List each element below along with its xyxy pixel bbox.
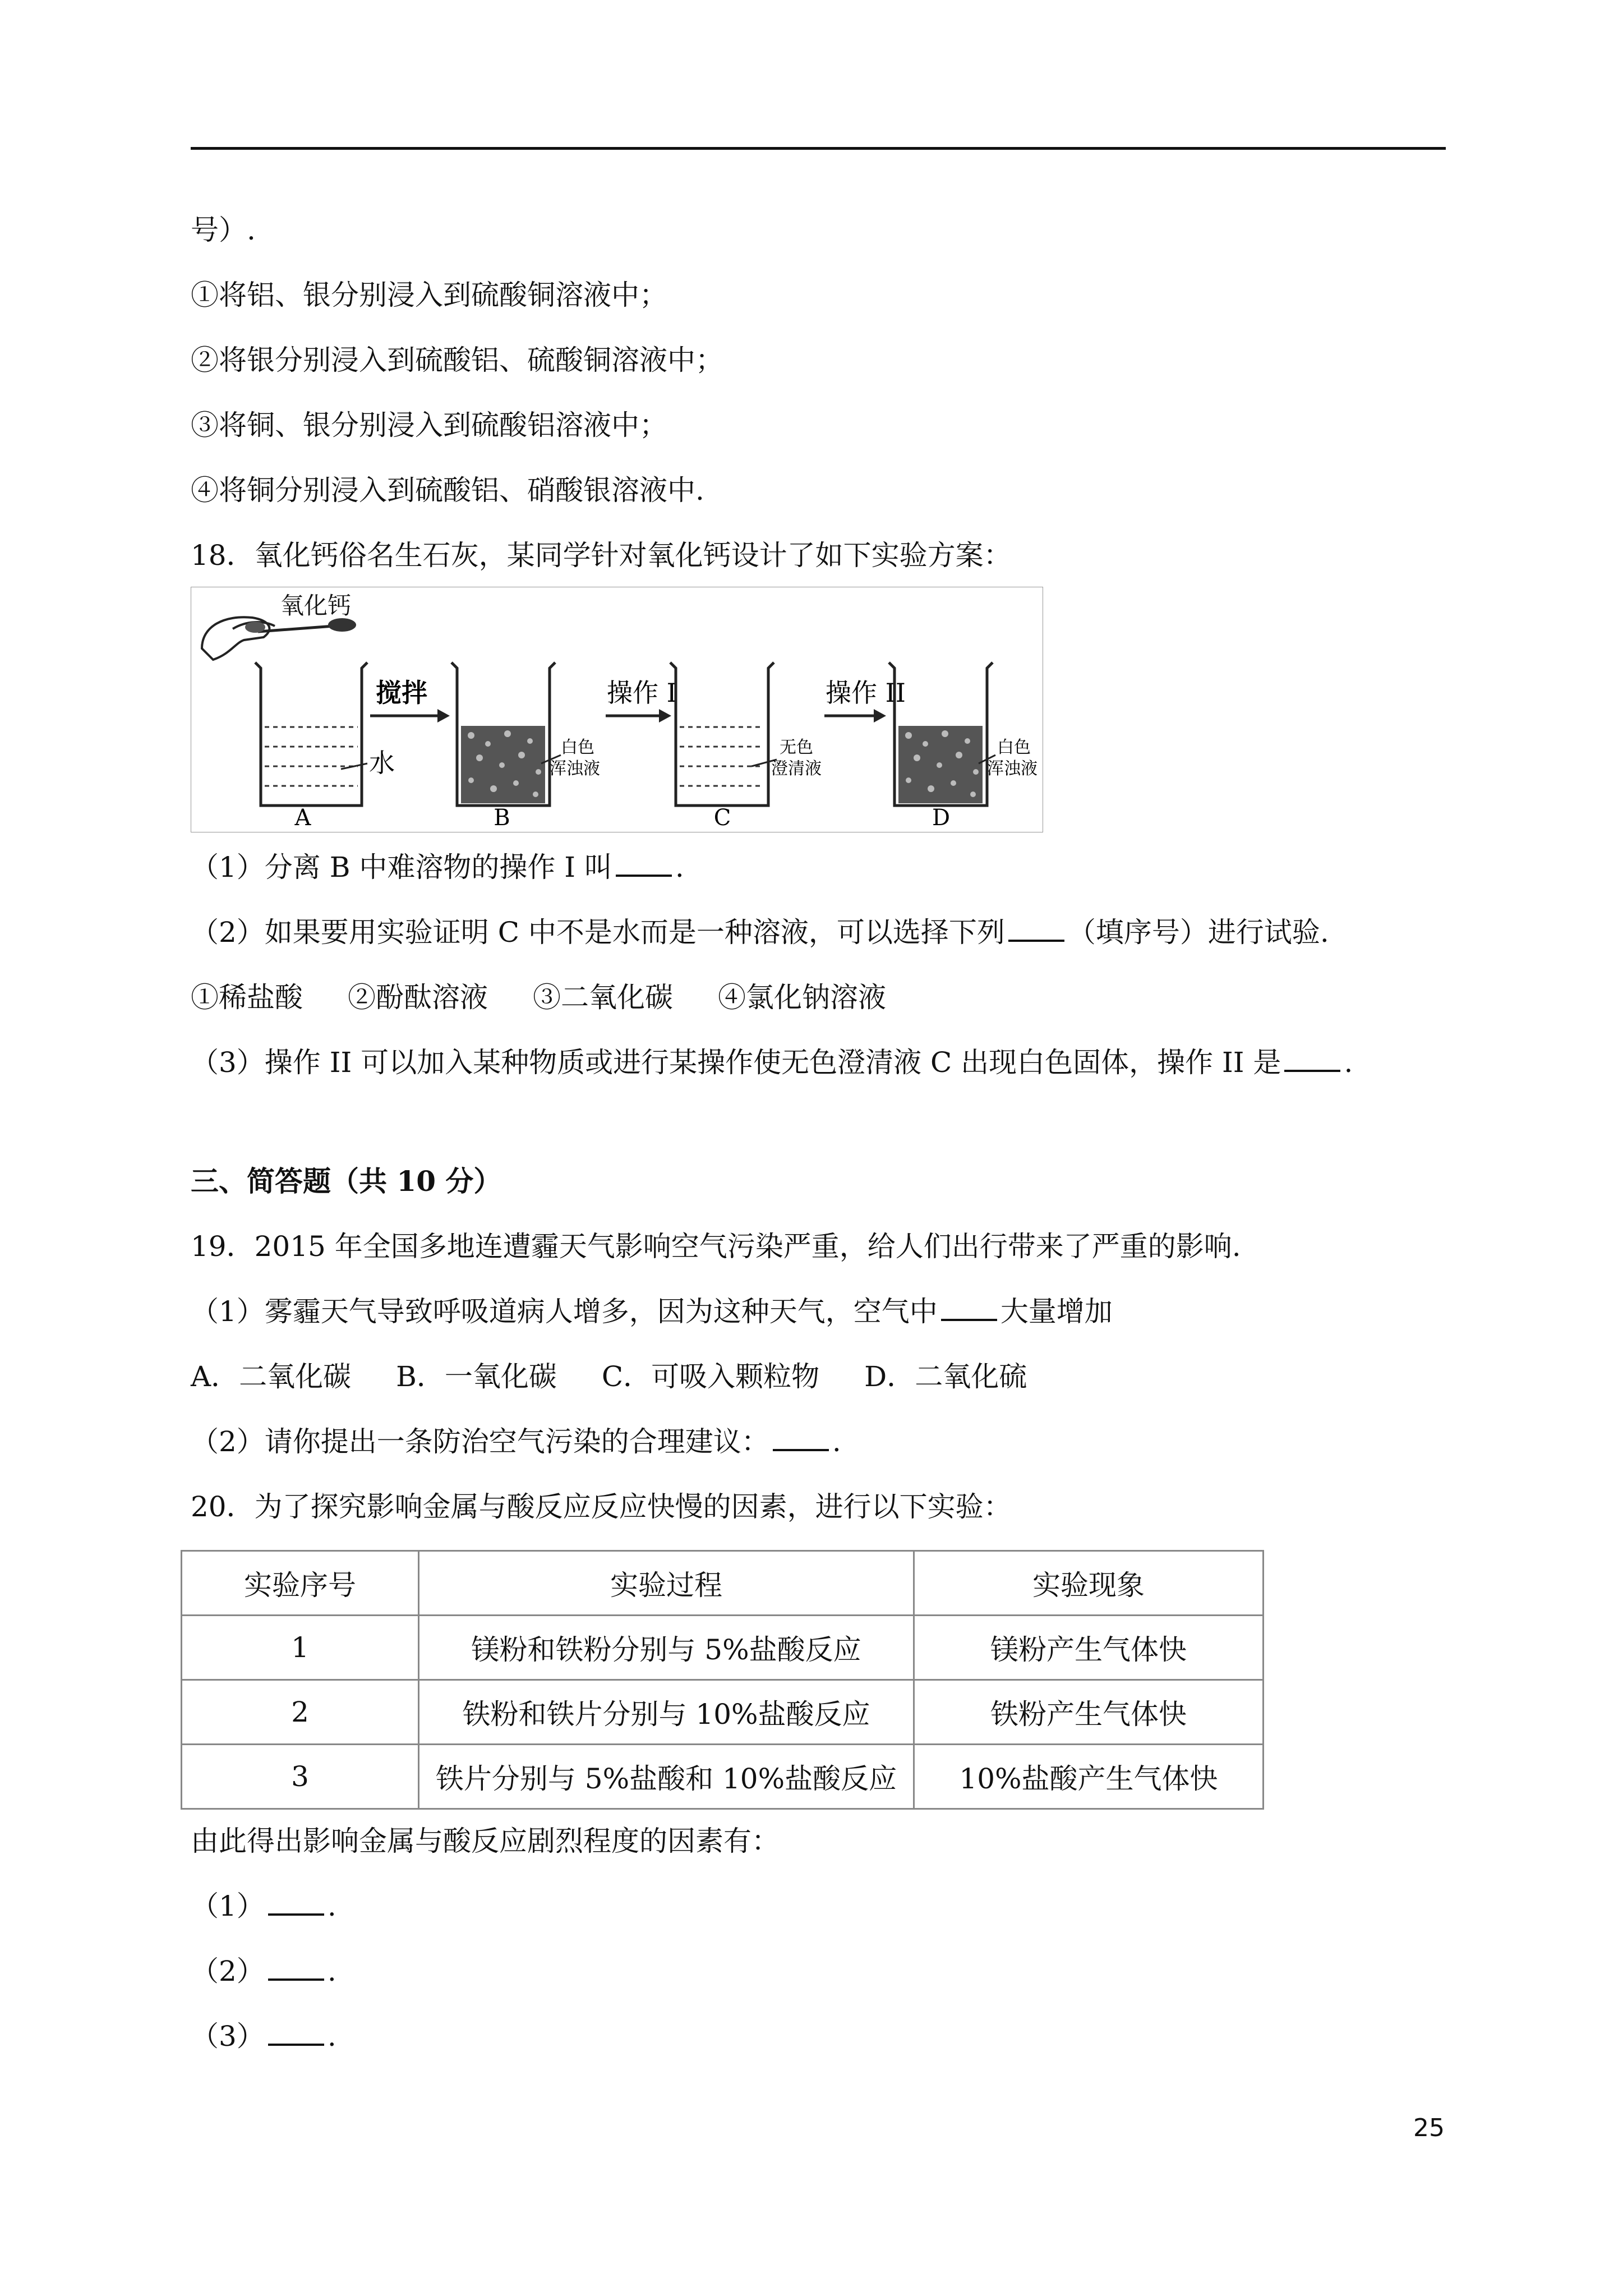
beaker-d-label: D [932, 805, 951, 831]
beaker-b [451, 662, 561, 806]
option: ④氯化钠溶液 [718, 981, 886, 1014]
option: A．二氧化碳 [191, 1360, 352, 1393]
table-header: 实验过程 [419, 1551, 914, 1616]
q18-part3: （3）操作 II 可以加入某种物质或进行某操作使无色澄清液 C 出现白色固体，操作 II 是 . [191, 1046, 1353, 1079]
option: ③二氧化碳 [533, 981, 673, 1014]
option-line: ①将铝、银分别浸入到硫酸铜溶液中； [191, 279, 667, 311]
table-row [182, 1616, 1264, 1680]
beaker-a [255, 662, 367, 806]
table-cell: 铁片分别与 5%盐酸和 10%盐酸反应 [419, 1745, 914, 1809]
beaker-c [670, 662, 777, 806]
beaker-c-label-2: 澄清液 [771, 759, 822, 779]
page-number: 25 [1413, 2114, 1445, 2142]
table-cell: 铁粉产生气体快 [914, 1680, 1264, 1745]
table-cell: 10%盐酸产生气体快 [914, 1745, 1264, 1809]
answer-blank[interactable] [1008, 917, 1064, 942]
experiment-diagram [191, 587, 1043, 832]
beaker-a-label: A [294, 805, 311, 831]
question-19: 19．2015 年全国多地连遭霾天气影响空气污染严重，给人们出行带来了严重的影响. [191, 1230, 1241, 1263]
option: D．二氧化硫 [864, 1360, 1027, 1393]
answer-blank[interactable] [1284, 1047, 1340, 1072]
section-heading: 三、简答题（共 10 分） [191, 1165, 502, 1198]
beaker-d-label-2: 浑浊液 [987, 759, 1038, 779]
arrow-3-head [874, 709, 886, 723]
arrow-3-label: 操作 II [826, 678, 906, 708]
q18-part2: （2）如果要用实验证明 C 中不是水而是一种溶液，可以选择下列 （填序号）进行试验. [191, 916, 1329, 949]
table-row [182, 1745, 1264, 1809]
table-header-row [182, 1551, 1264, 1616]
table-cell: 铁粉和铁片分别与 10%盐酸反应 [419, 1680, 914, 1745]
arrow-1-head [437, 709, 450, 723]
option: B．一氧化碳 [396, 1360, 557, 1393]
option-line: ④将铜分别浸入到硫酸铝、硝酸银溶液中. [191, 474, 704, 507]
beaker-c-label: C [713, 805, 731, 831]
header-rule [191, 147, 1446, 150]
conclusion-text: 由此得出影响金属与酸反应剧烈程度的因素有： [191, 1825, 780, 1857]
beaker-b-label: B [494, 805, 510, 831]
answer-blank[interactable] [268, 1891, 324, 1916]
q19-part2: （2）请你提出一条防治空气污染的合理建议： . [191, 1425, 841, 1458]
reagent-label: 氧化钙 [280, 592, 352, 619]
table-header: 实验现象 [914, 1551, 1264, 1616]
option-line: ③将铜、银分别浸入到硫酸铝溶液中； [191, 409, 667, 441]
table-header: 实验序号 [182, 1551, 419, 1616]
question-18: 18．氧化钙俗名生石灰，某同学针对氧化钙设计了如下实验方案： [191, 539, 1012, 572]
table-cell: 2 [182, 1680, 419, 1745]
answer-blank[interactable] [616, 852, 672, 877]
answer-2: （2） . [191, 1955, 336, 1987]
answer-blank[interactable] [773, 1427, 829, 1451]
beaker-b-label-1: 白色 [561, 738, 594, 757]
q19-part1: （1）雾霾天气导致呼吸道病人增多，因为这种天气，空气中 大量增加 [191, 1295, 1113, 1328]
answer-blank[interactable] [941, 1296, 997, 1321]
option-line: ②将银分别浸入到硫酸铝、硫酸铜溶液中； [191, 344, 723, 376]
text-line: 号）. [191, 214, 256, 246]
arrow-1-label: 搅拌 [376, 678, 427, 708]
hand-with-spoon-icon [202, 617, 356, 660]
q18-part1: （1）分离 B 中难溶物的操作 I 叫 . [191, 851, 684, 884]
q19-options [191, 1360, 1072, 1393]
option: ②酚酞溶液 [348, 981, 488, 1014]
water-label: 水 [369, 748, 395, 778]
question-20: 20．为了探究影响金属与酸反应反应快慢的因素，进行以下实验： [191, 1490, 1012, 1523]
answer-3: （3） . [191, 2020, 336, 2053]
beaker-d-label-1: 白色 [997, 738, 1031, 757]
answer-1: （1） . [191, 1890, 336, 1922]
table-row [182, 1680, 1264, 1745]
table-cell: 1 [182, 1616, 419, 1680]
table-cell: 镁粉和铁粉分别与 5%盐酸反应 [419, 1616, 914, 1680]
beaker-b-label-2: 浑浊液 [550, 759, 600, 779]
table-cell: 镁粉产生气体快 [914, 1616, 1264, 1680]
answer-blank[interactable] [268, 1956, 324, 1981]
experiment-table [181, 1550, 1264, 1810]
arrow-2-label: 操作 I [607, 678, 677, 708]
option: C．可吸入颗粒物 [601, 1360, 820, 1393]
answer-blank[interactable] [268, 2021, 324, 2046]
option: ①稀盐酸 [191, 981, 303, 1014]
arrow-2-head [659, 709, 671, 723]
table-cell: 3 [182, 1745, 419, 1809]
beaker-c-label-1: 无色 [780, 738, 813, 757]
q18-options [191, 981, 931, 1014]
